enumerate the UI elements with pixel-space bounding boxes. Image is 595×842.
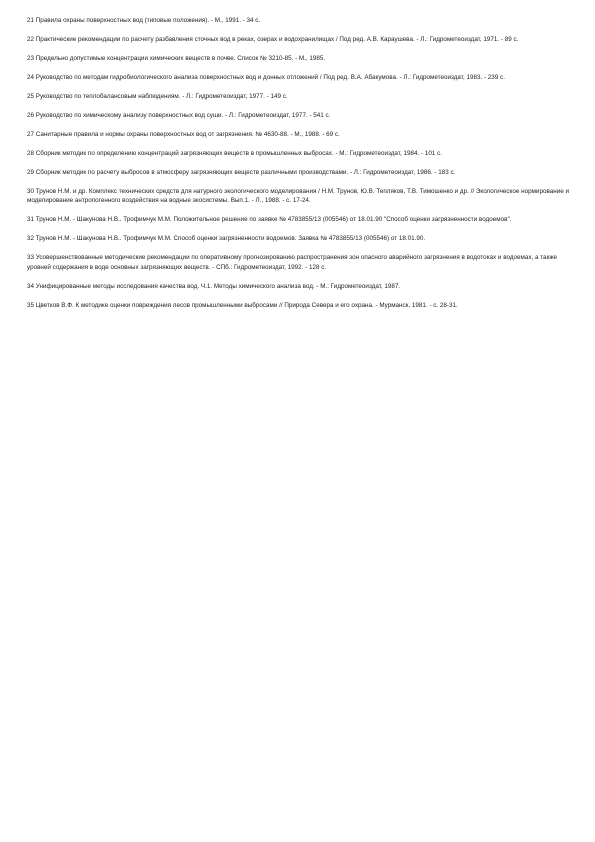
reference-item: 35 Цветков В.Ф. К методике оценки повреждения лесов промышленными выбросами // Природа Севера и его охрана. - Мурманск, 1981. - с. 28-31. (27, 301, 458, 309)
reference-item: 28 Сборник методик по определению концентраций загрязняющих веществ в промышленных выбросах. - М.: Гидрометеоиздат, 1984. - 101 с. (27, 150, 442, 157)
reference-item: 32 Трунов Н.М. - Шакунова Н.В.. Трофимчук М.М. Способ оценки загрязненности водоемов. Заявка № 4783855/13 (005546) от 18.01.90. (27, 235, 426, 243)
reference-item: 33 Усовершенствованные методические рекомендации по оперативному прогнозированию распространения зон опасного аварийного загрязнения в водотоках и водоемах, а также уровней содержания в воде основных загрязняющих веществ. - СПб.: Гидрометеоиздат, 1992. - 128 с. (27, 254, 558, 271)
reference-item: 22 Практические рекомендации по расчету разбавления сточных вод в реках, озерах и водохранилищах / Под ред. А.В. Караушева. - Л.: Гидрометеоиздат, 1971. - 89 с. (27, 36, 519, 43)
reference-item: 30 Трунов Н.М. и др. Комплекс технических средств для натурного экологического моделирования / Н.М. Трунов, Ю.В. Тепляков, Т.В. Тимошенко и др. // Экологическое нормирование и моделирование антропогенного воздействия на водные экосистемы. Вып.1. - Л., 1988. - с. 17-24. (27, 188, 569, 205)
reference-item: 24 Руководство по методам гидробиологического анализа поверхностных вод и донных отложений / Под ред. В.А. Абакумова. - Л.: Гидрометеоиздат, 1983. - 239 с. (27, 74, 505, 81)
reference-item: 21 Правила охраны поверхностных вод (типовые положения). - М., 1991. - 34 с. (27, 17, 261, 24)
reference-list (27, 16, 573, 320)
reference-item: 23 Предельно допустимые концентрации химических веществ в почве. Список № 3210-85. - М., 1985. (27, 55, 326, 62)
reference-item: 26 Руководство по химическому анализу поверхностных вод суши. - Л.: Гидрометеоиздат, 1977. - 541 с. (27, 112, 331, 119)
reference-item: 34 Унифицированные методы исследования качества вод. Ч.1. Методы химического анализа вод. - М.: Гидрометеоиздат, 1987. (27, 282, 401, 290)
reference-item: 27 Санитарные правила и нормы охраны поверхностных вод от загрязнения. № 4630-88. - М., 1988. - 69 с. (27, 131, 340, 138)
reference-item: 25 Руководство по теплобалансовым наблюдениям. - Л.: Гидрометеоиздат, 1977. - 149 с. (27, 93, 288, 100)
reference-item: 31 Трунов Н.М. - Шакунова Н.В.. Трофимчук М.М. Положительное решение по заявке № 4783855/13 (005546) от 18.01.90 "Способ оценки загрязненности водоемов". (27, 216, 512, 224)
reference-item: 29 Сборник методик по расчету выбросов в атмосферу загрязняющих веществ различными производствами. - Л.: Гидрометеоиздат, 1986. - 183 с. (27, 169, 456, 176)
